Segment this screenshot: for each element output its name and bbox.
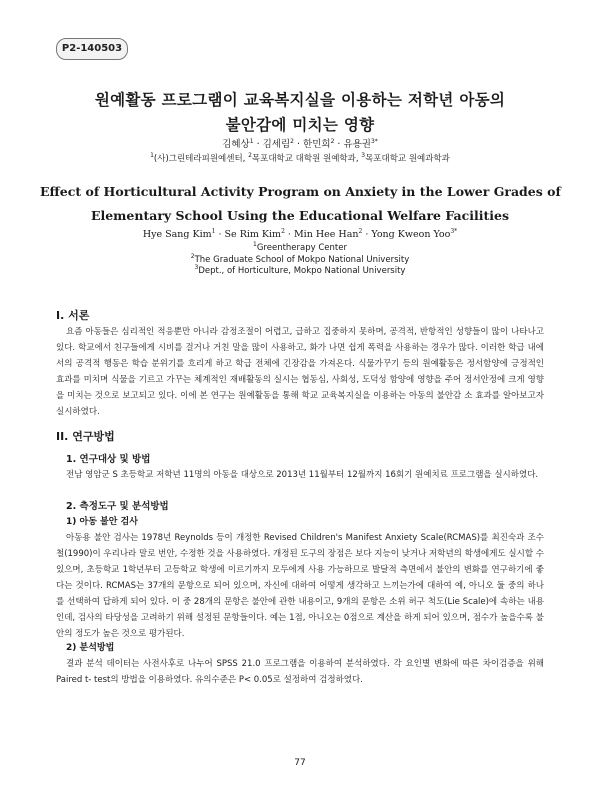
author-sup: 2 bbox=[330, 137, 335, 145]
affil-text: 목포대학교 원예과학과 bbox=[365, 154, 450, 164]
subsection-1-heading: 1. 연구대상 및 방법 bbox=[66, 454, 151, 465]
author-name: 김혜상 bbox=[222, 139, 250, 150]
intro-heading: I. 서론 bbox=[56, 309, 90, 322]
english-affiliation-1 bbox=[0, 243, 600, 255]
author-sup: 2 bbox=[358, 227, 363, 235]
subsection-2-2-heading: 2) 분석방법 bbox=[66, 643, 115, 653]
english-affiliation-3 bbox=[0, 266, 600, 278]
author-name: Hye Sang Kim bbox=[142, 229, 212, 240]
korean-author-list: 김혜상$^1$ · 김세림$^2$ · 한민희$^2$ · 유용권$^{3*}$ bbox=[222, 137, 378, 150]
poster-id-badge: P2-140503 bbox=[56, 38, 128, 60]
author-name: 유용권 bbox=[343, 139, 371, 150]
subsection-1-paragraph: 전남 영암군 S 초등학교 저학년 11명의 아동을 대상으로 2013년 11월부터 12월까지 16회기 원예치료 프로그램을 실시하였다. bbox=[66, 470, 539, 480]
subsection-2-1-paragraph: 아동용 불안 검사는 1978년 Reynolds 등이 개정한 Revised Children's Manifest Anxiety Scale(RCMAS)를 최진숙과 조수철(1990)이 우리나라 말로 번안, 수정한 것을 사용하였다. 개정된 도구의 장점은 보다 지능이 낮거나 저학년의 학생에게도 실시할 수 있으며, 초등학교 1학년부터 고등학교 학생에 이르기까지 모두에게 사용 가능하므로 발달적 측면에서 불안의 변화를 연구하기에 좋다는 것이다. RCMAS는 37개의 문항으로 되어 있으며, 자신에 대하여 어떻게 생각하고 느끼는가에 대하여 예, 아니오 둘 중의 하나를 선택하여 답하게 되어 있다. 이 중 28개의 문항은 불안에 관한 내용이고, 9개의 문항은 소위 허구 척도(Lie Scale)에 속하는 내용인데, 검사의 타당성을 고려하기 위해 설정된 문항들이다. 예는 1점, 아니오는 0점으로 계산을 하게 되어 있으며, 점수가 높을수록 불안의 정도가 높은 것으로 평가된다. bbox=[56, 533, 544, 639]
subsection-2-2-paragraph: 결과 분석 데이터는 사전사후로 나누어 SPSS 21.0 프로그램을 이용하여 분석하였다. 각 요인별 변화에 따른 차이검증을 위해 Paired t- test의 방법을 이용하였다. 유의수준은 P< 0.05로 설정하여 검정하였다. bbox=[56, 659, 544, 685]
affil-text: The Graduate School of Mokpo National University bbox=[194, 254, 410, 265]
korean-affiliations bbox=[0, 153, 600, 165]
english-title-line-2: Elementary School Using the Educational Welfare Facilities bbox=[90, 208, 510, 223]
english-author-list: Hye Sang Kim$^1$ · Se Rim Kim$^2$ · Min Hee Han$^2$ · Yong Kweon Yoo$^{3*}$ bbox=[142, 227, 458, 240]
page-number: 77 bbox=[294, 758, 306, 768]
affil-text: Dept., of Horticulture, Mokpo National University bbox=[198, 266, 406, 276]
affil-sup: 3 bbox=[194, 264, 199, 272]
author-name: Se Rim Kim bbox=[224, 229, 282, 240]
korean-title-line-1: 원예활동 프로그램이 교육복지실을 이용하는 저학년 아동의 bbox=[94, 91, 506, 109]
affil-sup: 1 bbox=[150, 152, 154, 160]
subsection-2-1-heading: 1) 아동 불안 검사 bbox=[66, 517, 138, 527]
author-name: 김세림 bbox=[262, 139, 291, 150]
author-name: 한민희 bbox=[303, 139, 331, 150]
english-affiliation-2 bbox=[0, 252, 600, 267]
author-sup: 2 bbox=[290, 137, 294, 145]
author-sup: 3* bbox=[370, 137, 378, 145]
author-sup: 2 bbox=[281, 227, 285, 235]
korean-title-line-2: 불안감에 미치는 영향 bbox=[225, 116, 375, 134]
author-sup: 3* bbox=[450, 227, 458, 235]
affil-text: (사)그린테라피원예센터, bbox=[153, 154, 249, 164]
intro-paragraph: 요즘 아동들은 심리적인 적응뿐만 아니라 감정조절이 어렵고, 급하고 집중하지 못하며, 공격적, 반항적인 성향들이 많이 나타나고 있다. 학교에서 친구들에게 시비를 걸거나 거친 말을 많이 사용하고, 화가 나면 쉽게 폭력을 사용하는 경우가 많다. 이러한 학급 내에서의 공격적 행동은 학습 분위기를 흐리게 하고 학급 전체에 긴장감을 가져온다. 식물가꾸기 등의 원예활동은 정서함양에 긍정적인 효과를 미치며 식물을 기르고 가꾸는 체계적인 재배활동의 실시는 협동심, 사회성, 도덕성 함양에 영향을 주어 정서안정에 크게 영향을 미치는 것으로 보고되고 있다. 이에 본 연구는 원예활동을 통해 학교 교육복지실을 이용하는 아동의 불안감 소 효과를 알아보고자 실시하였다. bbox=[56, 327, 544, 417]
author-sup: 1 bbox=[211, 227, 216, 235]
english-title-line-1: Effect of Horticultural Activity Program on Anxiety in the Lower Grades of bbox=[40, 184, 561, 199]
author-name: Min Hee Han bbox=[293, 229, 359, 240]
affil-sup: 3 bbox=[361, 152, 366, 160]
english-affiliations bbox=[0, 243, 600, 278]
affil-sup: 2 bbox=[248, 152, 252, 160]
affil-sup: 2 bbox=[190, 252, 195, 260]
english-title bbox=[40, 180, 560, 228]
korean-title bbox=[40, 88, 560, 138]
author-sup: 1 bbox=[249, 137, 254, 145]
methods-heading: II. 연구방법 bbox=[56, 430, 115, 443]
author-name: Yong Kweon Yoo bbox=[371, 229, 451, 240]
subsection-2-heading: 2. 측정도구 및 분석방법 bbox=[66, 501, 169, 512]
affil-text: Greentherapy Center bbox=[256, 243, 347, 253]
affil-text: 목포대학교 대학원 원예학과, bbox=[251, 154, 362, 164]
affil-sup: 1 bbox=[253, 241, 257, 249]
